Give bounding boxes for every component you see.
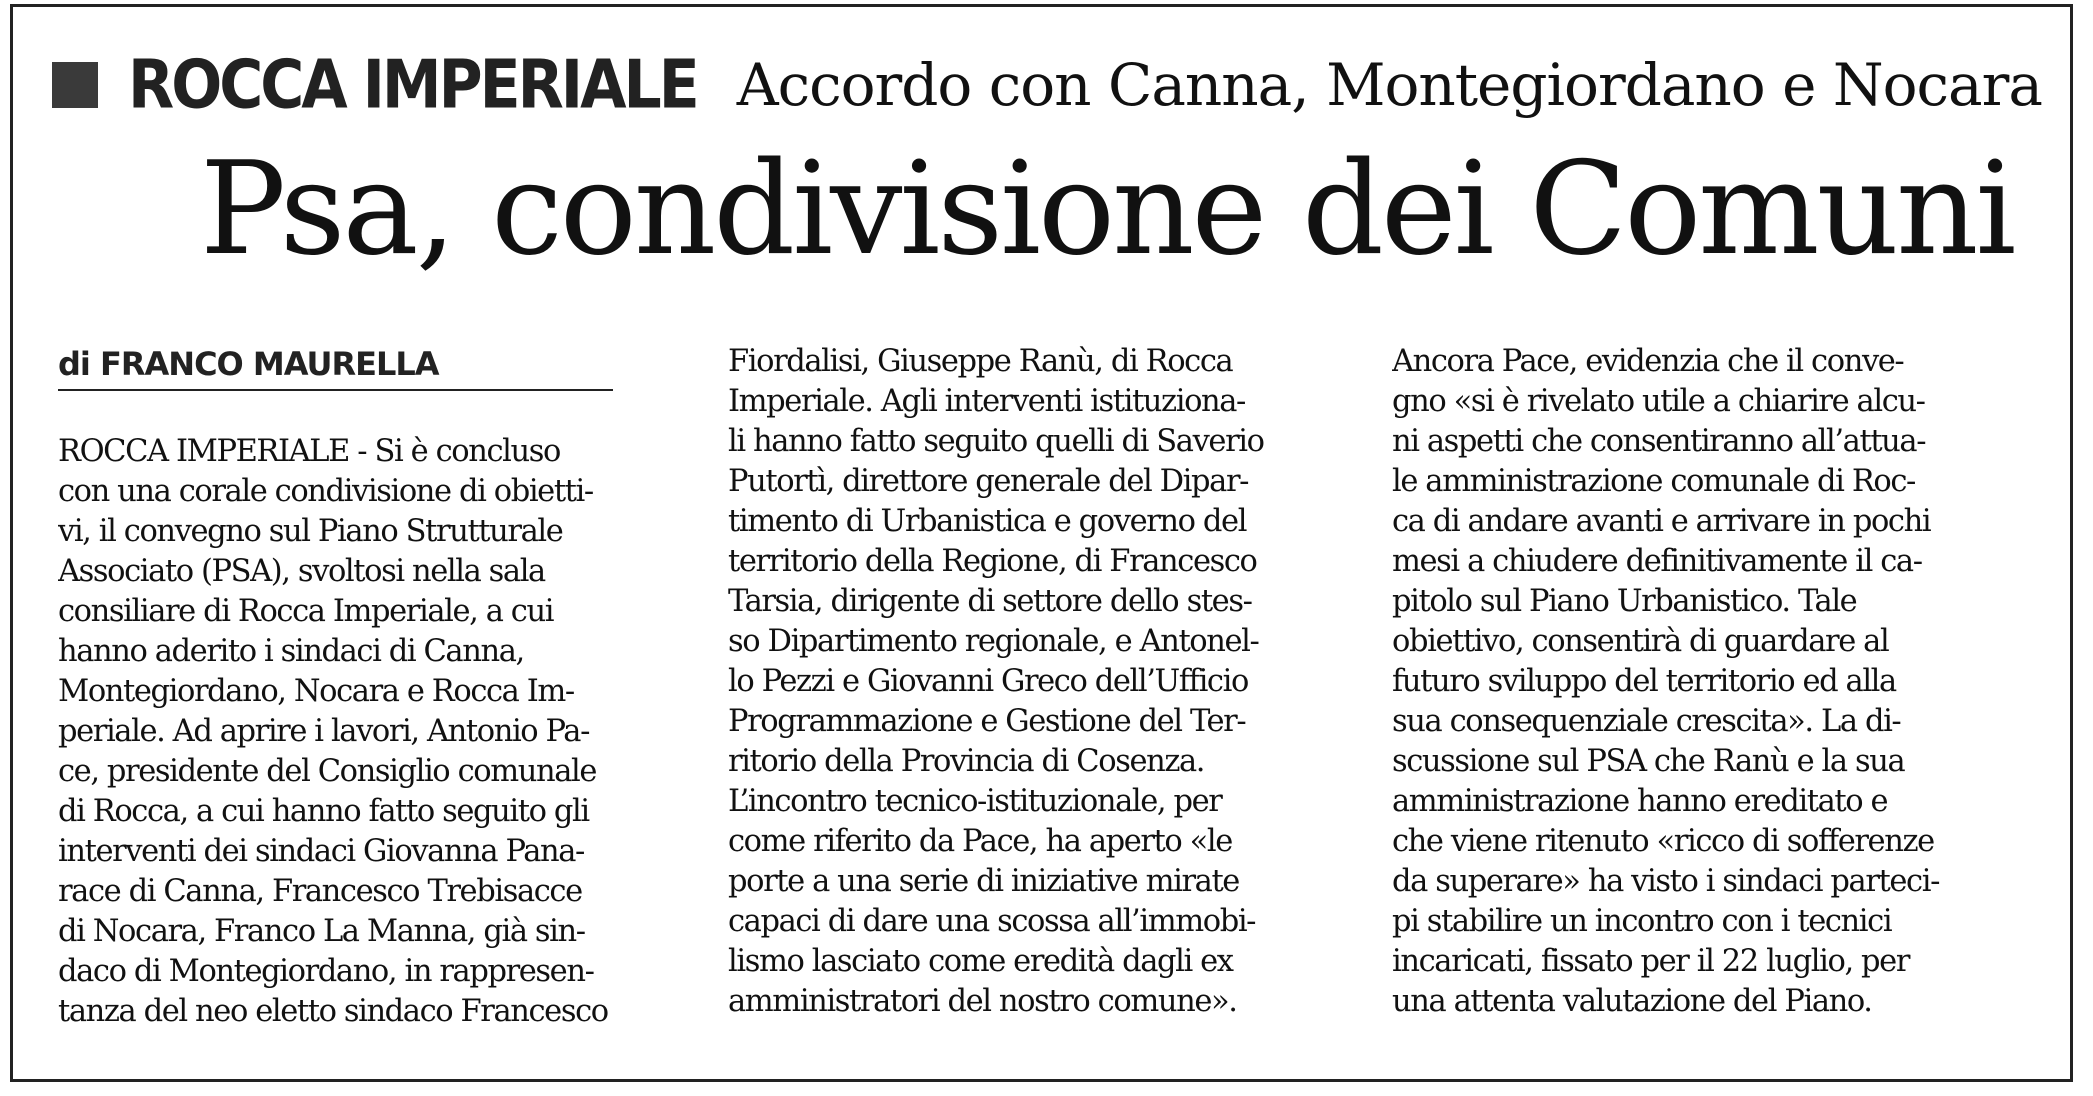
article-line: so Dipartimento regionale, e Antonel- [728, 624, 1259, 659]
article-line: li hanno fatto seguito quelli di Saverio [728, 424, 1264, 459]
article-line: che viene ritenuto «ricco di sofferenze [1392, 824, 1934, 859]
article-line: scussione sul PSA che Ranù e la sua [1392, 744, 1905, 779]
article-line: lo Pezzi e Giovanni Greco dell’Ufficio [728, 664, 1248, 699]
article-line: tanza del neo eletto sindaco Francesco [58, 994, 608, 1029]
article-line: di Rocca, a cui hanno fatto seguito gli [58, 794, 589, 829]
article-line: lismo lasciato come eredità dagli ex [728, 944, 1233, 979]
article-line: gno «si è rivelato utile a chiarire alcu- [1392, 384, 1925, 419]
article-line: con una corale condivisione di obietti- [58, 474, 593, 509]
headline: Psa, condivisione dei Comuni [200, 135, 2014, 284]
article-line: consiliare di Rocca Imperiale, a cui [58, 594, 554, 629]
article-line: ROCCA IMPERIALE - Si è concluso [58, 434, 560, 469]
article-line: race di Canna, Francesco Trebisacce [58, 874, 582, 909]
article-line: timento di Urbanistica e governo del [728, 504, 1247, 539]
article-column-2 [728, 342, 1358, 1022]
article-line: Associato (PSA), svoltosi nella sala [58, 554, 545, 589]
kicker-location: ROCCA IMPERIALE [128, 45, 697, 125]
article-line: da superare» ha visto i sindaci parteci- [1392, 864, 1939, 899]
article-line: come riferito da Pace, ha aperto «le [728, 824, 1232, 859]
article-line: ni aspetti che consentiranno all’attua- [1392, 424, 1926, 459]
article-line: le amministrazione comunale di Roc- [1392, 464, 1915, 499]
article-line: ritorio della Provincia di Cosenza. [728, 744, 1205, 779]
article-line: capaci di dare una scossa all’immobi- [728, 904, 1256, 939]
article-line: territorio della Regione, di Francesco [728, 544, 1257, 579]
article-line: Putortì, direttore generale del Dipar- [728, 464, 1249, 499]
article-line: pi stabilire un incontro con i tecnici [1392, 904, 1892, 939]
article-line: di Nocara, Franco La Manna, già sin- [58, 914, 585, 949]
article-line: incaricati, fissato per il 22 luglio, per [1392, 944, 1910, 979]
article-line: Fiordalisi, Giuseppe Ranù, di Rocca [728, 344, 1233, 379]
article-line: porte a una serie di iniziative mirate [728, 864, 1239, 899]
article-line: ce, presidente del Consiglio comunale [58, 754, 597, 789]
article-line: amministratori del nostro comune». [728, 984, 1237, 1019]
article-line: mesi a chiudere definitivamente il ca- [1392, 544, 1922, 579]
article-line: amministrazione hanno ereditato e [1392, 784, 1888, 819]
kicker-subtitle: Accordo con Canna, Montegiordano e Nocara [736, 51, 2042, 119]
article-line: Tarsia, dirigente di settore dello stes- [728, 584, 1252, 619]
article-line: ca di andare avanti e arrivare in pochi [1392, 504, 1931, 539]
article-line: Montegiordano, Nocara e Rocca Im- [58, 674, 574, 709]
article-line: Imperiale. Agli interventi istituziona- [728, 384, 1245, 419]
article-line: Programmazione e Gestione del Ter- [728, 704, 1246, 739]
article-line: interventi dei sindaci Giovanna Pana- [58, 834, 584, 869]
byline: di FRANCO MAURELLA [58, 345, 613, 391]
article-line: sua consequenziale crescita». La di- [1392, 704, 1901, 739]
article-line: L’incontro tecnico-istituzionale, per [728, 784, 1222, 819]
article-line: daco di Montegiordano, in rappresen- [58, 954, 594, 989]
article-line: futuro sviluppo del territorio ed alla [1392, 664, 1896, 699]
article-line: obiettivo, consentirà di guardare al [1392, 624, 1889, 659]
article-column-3 [1392, 342, 2032, 1022]
article-line: periale. Ad aprire i lavori, Antonio Pa- [58, 714, 589, 749]
article-line: vi, il convegno sul Piano Strutturale [58, 514, 563, 549]
article-column-1 [58, 432, 683, 1032]
kicker [52, 40, 2042, 130]
square-bullet-icon [52, 62, 98, 108]
article-line: hanno aderito i sindaci di Canna, [58, 634, 524, 669]
article-line: pitolo sul Piano Urbanistico. Tale [1392, 584, 1857, 619]
article-line: Ancora Pace, evidenzia che il conve- [1392, 344, 1904, 379]
article-line: una attenta valutazione del Piano. [1392, 984, 1872, 1019]
